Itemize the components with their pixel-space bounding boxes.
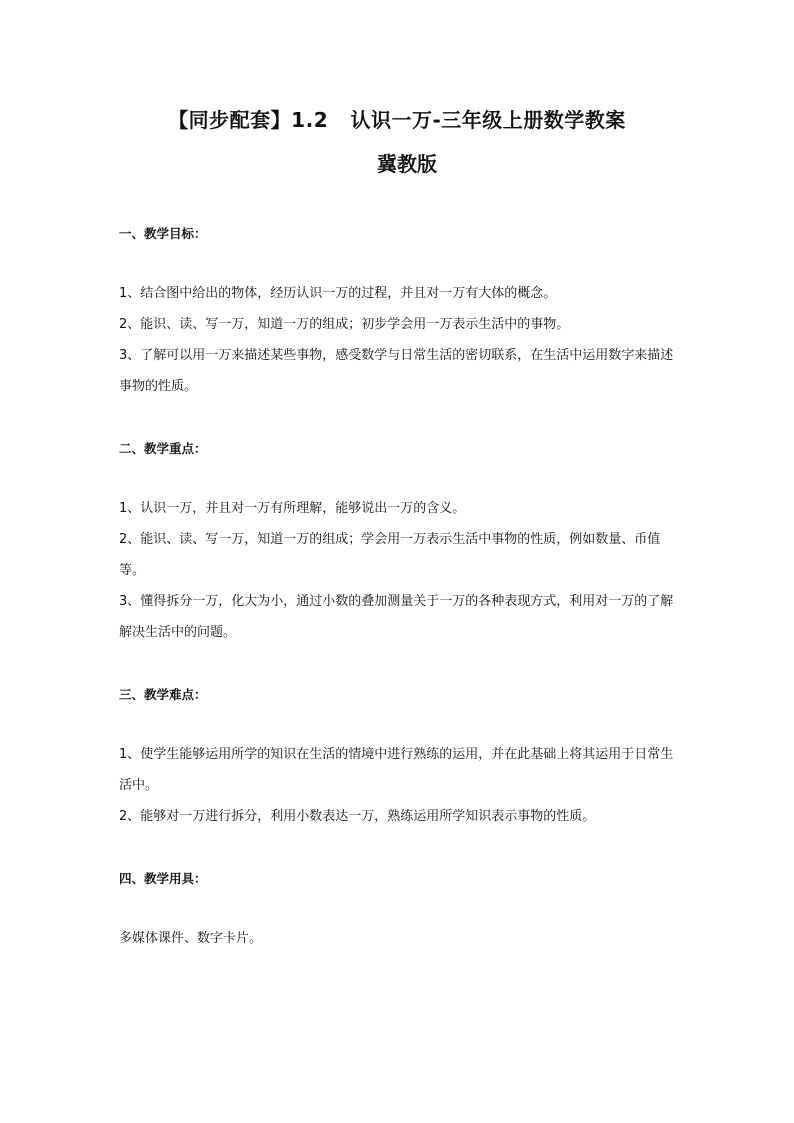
section-heading: 四、教学用具：	[119, 871, 207, 886]
section-heading: 三、教学难点：	[119, 687, 207, 702]
section-teaching-aids	[119, 863, 679, 954]
paragraph: 2、能识、读、写一万，知道一万的组成；初步学会用一万表示生活中的事物。	[119, 317, 570, 332]
paragraph: 2、能识、读、写一万，知道一万的组成；学会用一万表示生活中事物的性质，例如数量、币值等。	[119, 532, 661, 578]
paragraph: 2、能够对一万进行拆分，利用小数表达一万，熟练运用所学知识表示事物的性质。	[119, 809, 596, 824]
document-subtitle: 冀教版	[377, 152, 437, 176]
document-body	[119, 218, 679, 954]
section-key-points	[119, 433, 679, 648]
section-difficulties	[119, 679, 679, 832]
paragraph: 1、认识一万，并且对一万有所理解，能够说出一万的含义。	[119, 501, 466, 516]
document-title: 【同步配套】1.2 认识一万-三年级上册数学教案	[168, 108, 626, 132]
paragraph: 3、懂得拆分一万，化大为小，通过小数的叠加测量关于一万的各种表现方式，利用对一万的了解解决生活中的问题。	[119, 594, 674, 640]
paragraph: 1、结合图中给出的物体，经历认识一万的过程，并且对一万有大体的概念。	[119, 286, 557, 301]
section-heading: 一、教学目标：	[119, 226, 207, 241]
paragraph: 多媒体课件、数字卡片。	[119, 931, 263, 946]
paragraph: 1、使学生能够运用所学的知识在生活的情境中进行熟练的运用，并在此基础上将其运用于日常生活中。	[119, 747, 674, 793]
paragraph: 3、了解可以用一万来描述某些事物，感受数学与日常生活的密切联系，在生活中运用数字来描述事物的性质。	[119, 348, 674, 394]
section-objectives	[119, 218, 679, 402]
section-heading: 二、教学重点：	[119, 441, 207, 456]
